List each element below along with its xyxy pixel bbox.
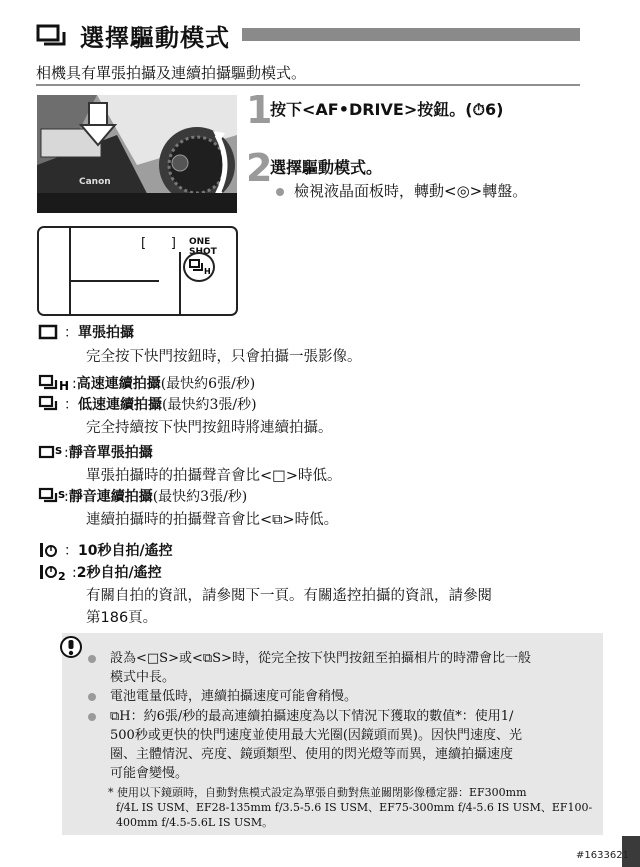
intro-text: 相機具有單張拍攝及連續拍攝驅動模式。 [36,64,307,82]
watermark-text: #1633621 [576,850,629,861]
mode-description: 有關自拍的資訊，請參閱下一頁。有關遙控拍攝的資訊，請參閱 [86,588,492,604]
page-title: 選擇驅動模式 [80,24,230,52]
mode-description: 單張拍攝時的拍攝聲音會比<□>時低。 [86,468,342,484]
camera-top-photo [37,95,237,213]
mode-description: 第186頁。 [86,610,158,626]
divider [36,84,580,86]
mode-description: 完全持續按下快門按鈕時將連續拍攝。 [86,420,333,436]
step-number: 1 [246,88,273,132]
bullet-icon [276,188,284,196]
step-number: 2 [246,146,273,190]
af-point-brackets: [ ] [141,236,176,251]
step-title: 按下<AF•DRIVE>按鈕。(⏱6) [270,100,504,119]
mode-description: 連續拍攝時的拍攝聲音會比<⧉>時低。 [86,512,339,528]
svg-text:H: H [204,267,211,276]
title-bar-decoration [242,28,580,41]
mode-description: 完全按下快門按鈕時，只會拍攝一張影像。 [86,349,362,365]
svg-text:S: S [55,446,63,457]
mode-heading: :高速連續拍攝(最快約6張/秒) [72,376,256,392]
lcd-drive-mode-highlight [183,252,215,282]
step-bullet: 檢視液晶面板時，轉動<◎>轉盤。 [276,180,527,201]
continuous-shot-icon [36,24,68,48]
mode-heading: :靜音連續拍攝(最快約3張/秒) [64,489,248,505]
mode-heading: ：單張拍攝 [64,325,134,341]
svg-text:S: S [58,490,66,501]
step-title: 選擇驅動模式。 [270,158,383,177]
caution-item: 電池電量低時，連續拍攝速度可能會稍慢。 [90,687,590,706]
caution-item: 設為<□S>或<⧉S>時，從完全按下快門按鈕至拍攝相片的時滯會比一般 模式中長。 [90,649,590,687]
svg-text:H: H [59,379,70,392]
caution-icon [60,636,82,658]
mode-heading: :靜音單張拍攝 [64,445,153,461]
svg-text:2: 2 [58,570,66,581]
lcd-panel [37,226,238,316]
mode-heading: :2秒自拍/遙控 [72,565,162,581]
mode-heading: ：低速連續拍攝(最快約3張/秒) [64,397,257,413]
footnote: * 使用以下鏡頭時，自動對焦模式設定為單張自動對焦並關閉影像穩定器：EF300mm f/4L IS USM、EF28-135mm f/3.5-5.6 IS USM、EF75-300mm f/4-5.6 IS USM、EF100- 400mm f/4.5-5.6L IS USM。 [108,786,593,829]
mode-heading: ：10秒自拍/遙控 [64,543,173,559]
brand-text: Canon [79,177,111,187]
af-mode-label: ONE SHOT [189,237,217,257]
caution-item: ⧉H：約6張/秒的最高連續拍攝速度為以下情況下獲取的數值*：使用1/ 500秒或更快的快門速度並使用最大光圈(因鏡頭而異)。因快門速度、光 圈、主體情況、亮度、鏡頭類型、使用的閃光燈等而異，連續拍攝速度 可能會變慢。 [90,707,590,783]
